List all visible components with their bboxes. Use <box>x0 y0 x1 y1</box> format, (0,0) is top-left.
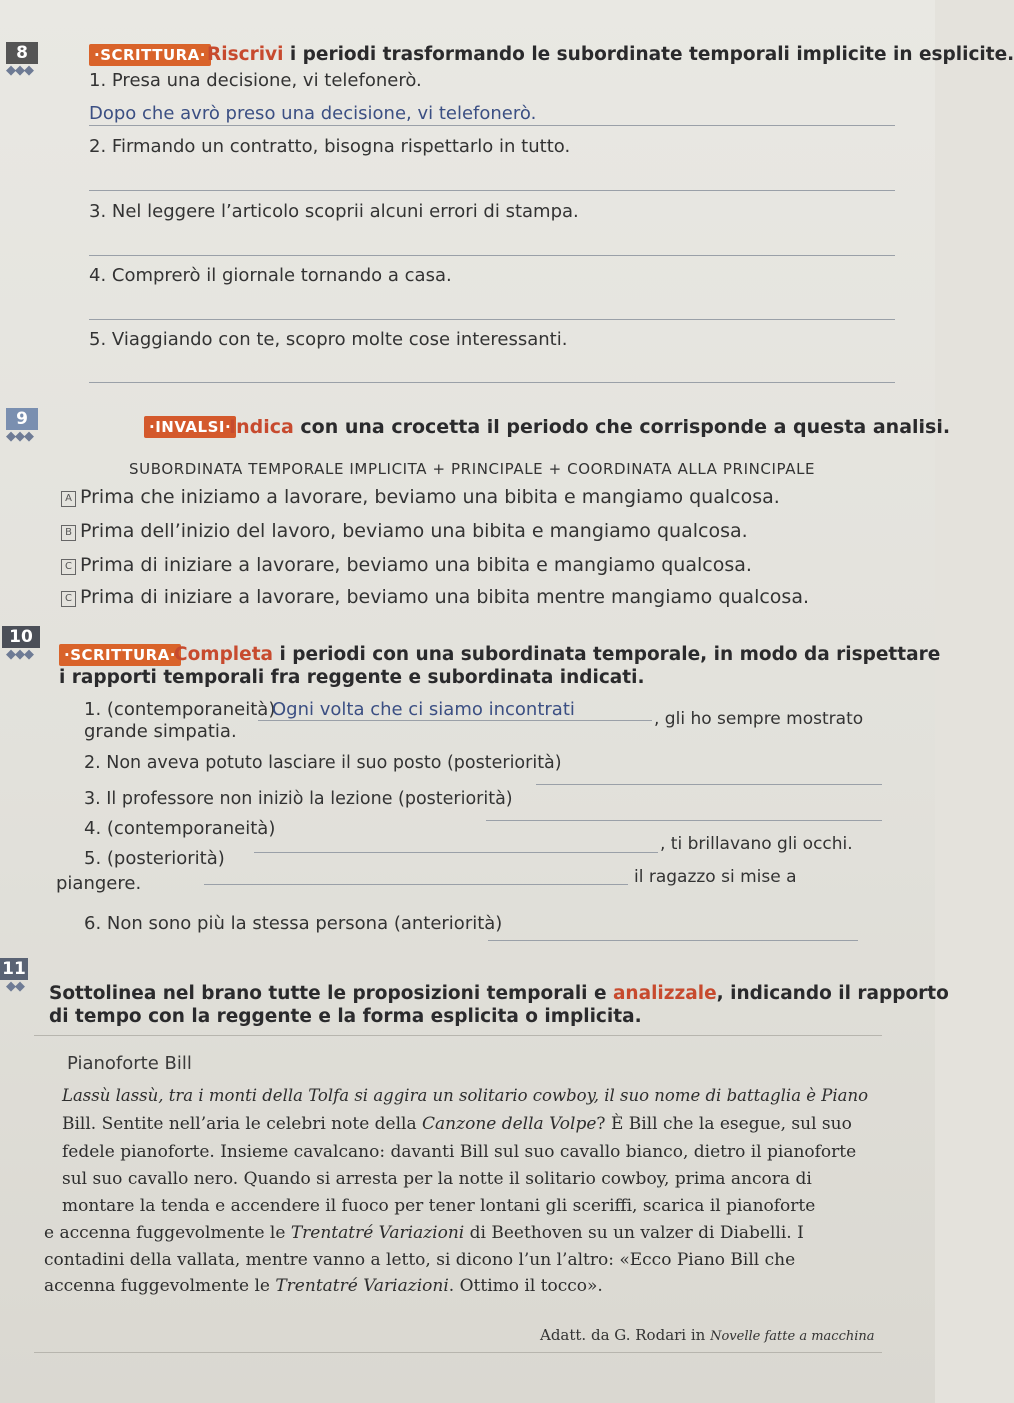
answer-line[interactable] <box>89 255 895 256</box>
answer-line[interactable] <box>536 784 882 785</box>
exercise-item: 3. Il professore non iniziò la lezione (posteriorità) <box>84 789 513 809</box>
instruction-text: Sottolinea nel brano tutte le proposizioni temporali e <box>49 983 613 1004</box>
exercise-number: 11 <box>0 958 28 980</box>
answer-line[interactable] <box>89 125 895 126</box>
passage-line[interactable] <box>44 1223 804 1243</box>
passage-segment: accenna fuggevolmente le <box>44 1276 276 1296</box>
instruction-verb: Riscrivi <box>207 44 284 65</box>
passage-title: Pianoforte Bill <box>67 1053 192 1074</box>
answer-line[interactable] <box>89 382 895 383</box>
checkbox-d[interactable]: C <box>61 591 76 607</box>
passage-title-ref: Trentatré Variazioni <box>290 1223 465 1243</box>
option-c[interactable] <box>61 554 752 576</box>
checkbox-a[interactable]: A <box>61 491 76 507</box>
instruction <box>174 644 940 665</box>
passage-title-ref: Canzone della Volpe <box>422 1114 597 1134</box>
passage-segment: e accenna fuggevolmente le <box>44 1223 291 1243</box>
answer-line[interactable] <box>486 820 882 821</box>
passage-segment: Bill. Sentite nell’aria le celebri note della <box>62 1114 423 1134</box>
difficulty-dots: ◆◆◆ <box>6 647 33 662</box>
exercise-item: 6. Non sono più la stessa persona (anteriorità) <box>84 913 503 934</box>
answer-line[interactable] <box>254 852 658 853</box>
passage-line[interactable] <box>44 1276 603 1296</box>
exercise-item: 1. Presa una decisione, vi telefonerò. <box>89 70 422 91</box>
passage-line[interactable] <box>44 1250 795 1270</box>
grammar-analysis: SUBORDINATA TEMPORALE IMPLICITA + PRINCIPALE + COORDINATA ALLA PRINCIPALE <box>129 460 816 478</box>
exercise-item: 2. Firmando un contratto, bisogna rispettarlo in tutto. <box>89 136 571 157</box>
answer-line[interactable] <box>89 319 895 320</box>
instruction-text: , indicando il rapporto <box>716 983 949 1004</box>
difficulty-dots: ◆◆◆ <box>6 63 33 78</box>
answer-text: Dopo che avrò preso una decisione, vi telefonerò. <box>89 103 537 124</box>
checkbox-c[interactable]: C <box>61 559 76 575</box>
exercise-item: , ti brillavano gli occhi. <box>660 834 853 854</box>
exercise-number: 10 <box>2 626 40 648</box>
instruction <box>229 416 950 438</box>
passage-segment: . Ottimo il tocco». <box>448 1276 603 1296</box>
difficulty-dots: ◆◆ <box>6 979 24 994</box>
exercise-item: piangere. <box>56 873 142 894</box>
passage-line[interactable] <box>62 1086 868 1105</box>
exercise-number: 9 <box>6 408 38 430</box>
option-text: Prima dell’inizio del lavoro, beviamo una bibita e mangiamo qualcosa. <box>80 520 748 542</box>
option-a[interactable] <box>61 486 780 508</box>
instruction <box>207 44 1014 65</box>
answer-line[interactable] <box>258 720 652 721</box>
exercise-item: , gli ho sempre mostrato <box>654 709 864 729</box>
passage-source <box>540 1326 875 1344</box>
exercise-item: 5. Viaggiando con te, scopro molte cose interessanti. <box>89 329 568 350</box>
passage-line[interactable] <box>62 1114 852 1134</box>
instruction-text: i periodi trasformando le subordinate temporali implicite in esplicite. <box>283 44 1014 65</box>
instruction-text: i periodi con una subordinata temporale, in modo da rispettare <box>273 644 941 665</box>
passage-line[interactable] <box>62 1196 815 1216</box>
answer-text: Ogni volta che ci siamo incontrati <box>272 699 575 720</box>
passage-segment: ? È Bill che la esegue, sul suo <box>596 1114 852 1134</box>
passage-segment: sul suo cavallo nero. Quando si arresta per la notte il solitario cowboy, prima ancora di <box>62 1169 812 1189</box>
option-b[interactable] <box>61 520 748 542</box>
passage-segment: fedele pianoforte. Insieme cavalcano: davanti Bill sul suo cavallo bianco, dietro il pianoforte <box>62 1142 857 1162</box>
answer-line[interactable] <box>89 190 895 191</box>
exercise-item: 2. Non aveva potuto lasciare il suo posto (posteriorità) <box>84 753 562 773</box>
passage-line[interactable] <box>62 1142 856 1162</box>
instruction-continued: di tempo con la reggente e la forma esplicita o implicita. <box>49 1006 642 1027</box>
instruction-verb: Indica <box>229 416 294 438</box>
instruction-text: con una crocetta il periodo che corrisponde a questa analisi. <box>293 416 951 438</box>
category-badge: ·SCRITTURA· <box>59 644 181 666</box>
difficulty-dots: ◆◆◆ <box>6 429 33 444</box>
source-book: Novelle fatte a macchina <box>710 1329 875 1344</box>
option-text: Prima di iniziare a lavorare, beviamo una bibita e mangiamo qualcosa. <box>80 554 752 576</box>
passage-segment: montare la tenda e accendere il fuoco per tener lontani gli sceriffi, scarica il pianoforte <box>62 1196 816 1216</box>
exercise-item: 4. (contemporaneità) <box>84 818 276 839</box>
exercise-item: 4. Comprerò il giornale tornando a casa. <box>89 265 452 286</box>
exercise-number: 8 <box>6 42 38 64</box>
category-badge: ·SCRITTURA· <box>89 44 211 66</box>
passage-title-ref: Trentatré Variazioni <box>275 1276 449 1296</box>
option-text: Prima di iniziare a lavorare, beviamo una bibita mentre mangiamo qualcosa. <box>80 586 809 608</box>
exercise-item: grande simpatia. <box>84 721 237 742</box>
passage-segment: contadini della vallata, mentre vanno a letto, si dicono l’un l’altro: «Ecco Piano Bill che <box>44 1250 796 1270</box>
answer-line[interactable] <box>488 940 858 941</box>
category-badge: ·INVALSI· <box>144 416 236 438</box>
passage-line[interactable] <box>62 1169 812 1189</box>
instruction-verb: Completa <box>174 644 274 665</box>
exercise-item: 5. (posteriorità) <box>84 848 225 869</box>
source-author: Adatt. da G. Rodari in <box>540 1326 711 1344</box>
instruction-continued: i rapporti temporali fra reggente e subordinata indicati. <box>59 667 645 688</box>
passage-segment: Lassù lassù, tra i monti della Tolfa si aggira un solitario cowboy, il suo nome di battaglia è Piano <box>62 1086 869 1105</box>
reading-passage <box>34 1035 882 1353</box>
exercise-item: 3. Nel leggere l’articolo scoprii alcuni errori di stampa. <box>89 201 579 222</box>
checkbox-b[interactable]: B <box>61 525 76 541</box>
exercise-item: il ragazzo si mise a <box>634 867 797 887</box>
instruction-verb: analizzale <box>612 983 717 1004</box>
passage-segment: di Beethoven su un valzer di Diabelli. I <box>464 1223 804 1243</box>
answer-line[interactable] <box>204 884 628 885</box>
option-d[interactable] <box>61 586 809 608</box>
exercise-item: 1. (contemporaneità) <box>84 699 276 720</box>
option-text: Prima che iniziamo a lavorare, beviamo una bibita e mangiamo qualcosa. <box>80 486 780 508</box>
instruction <box>49 983 949 1004</box>
